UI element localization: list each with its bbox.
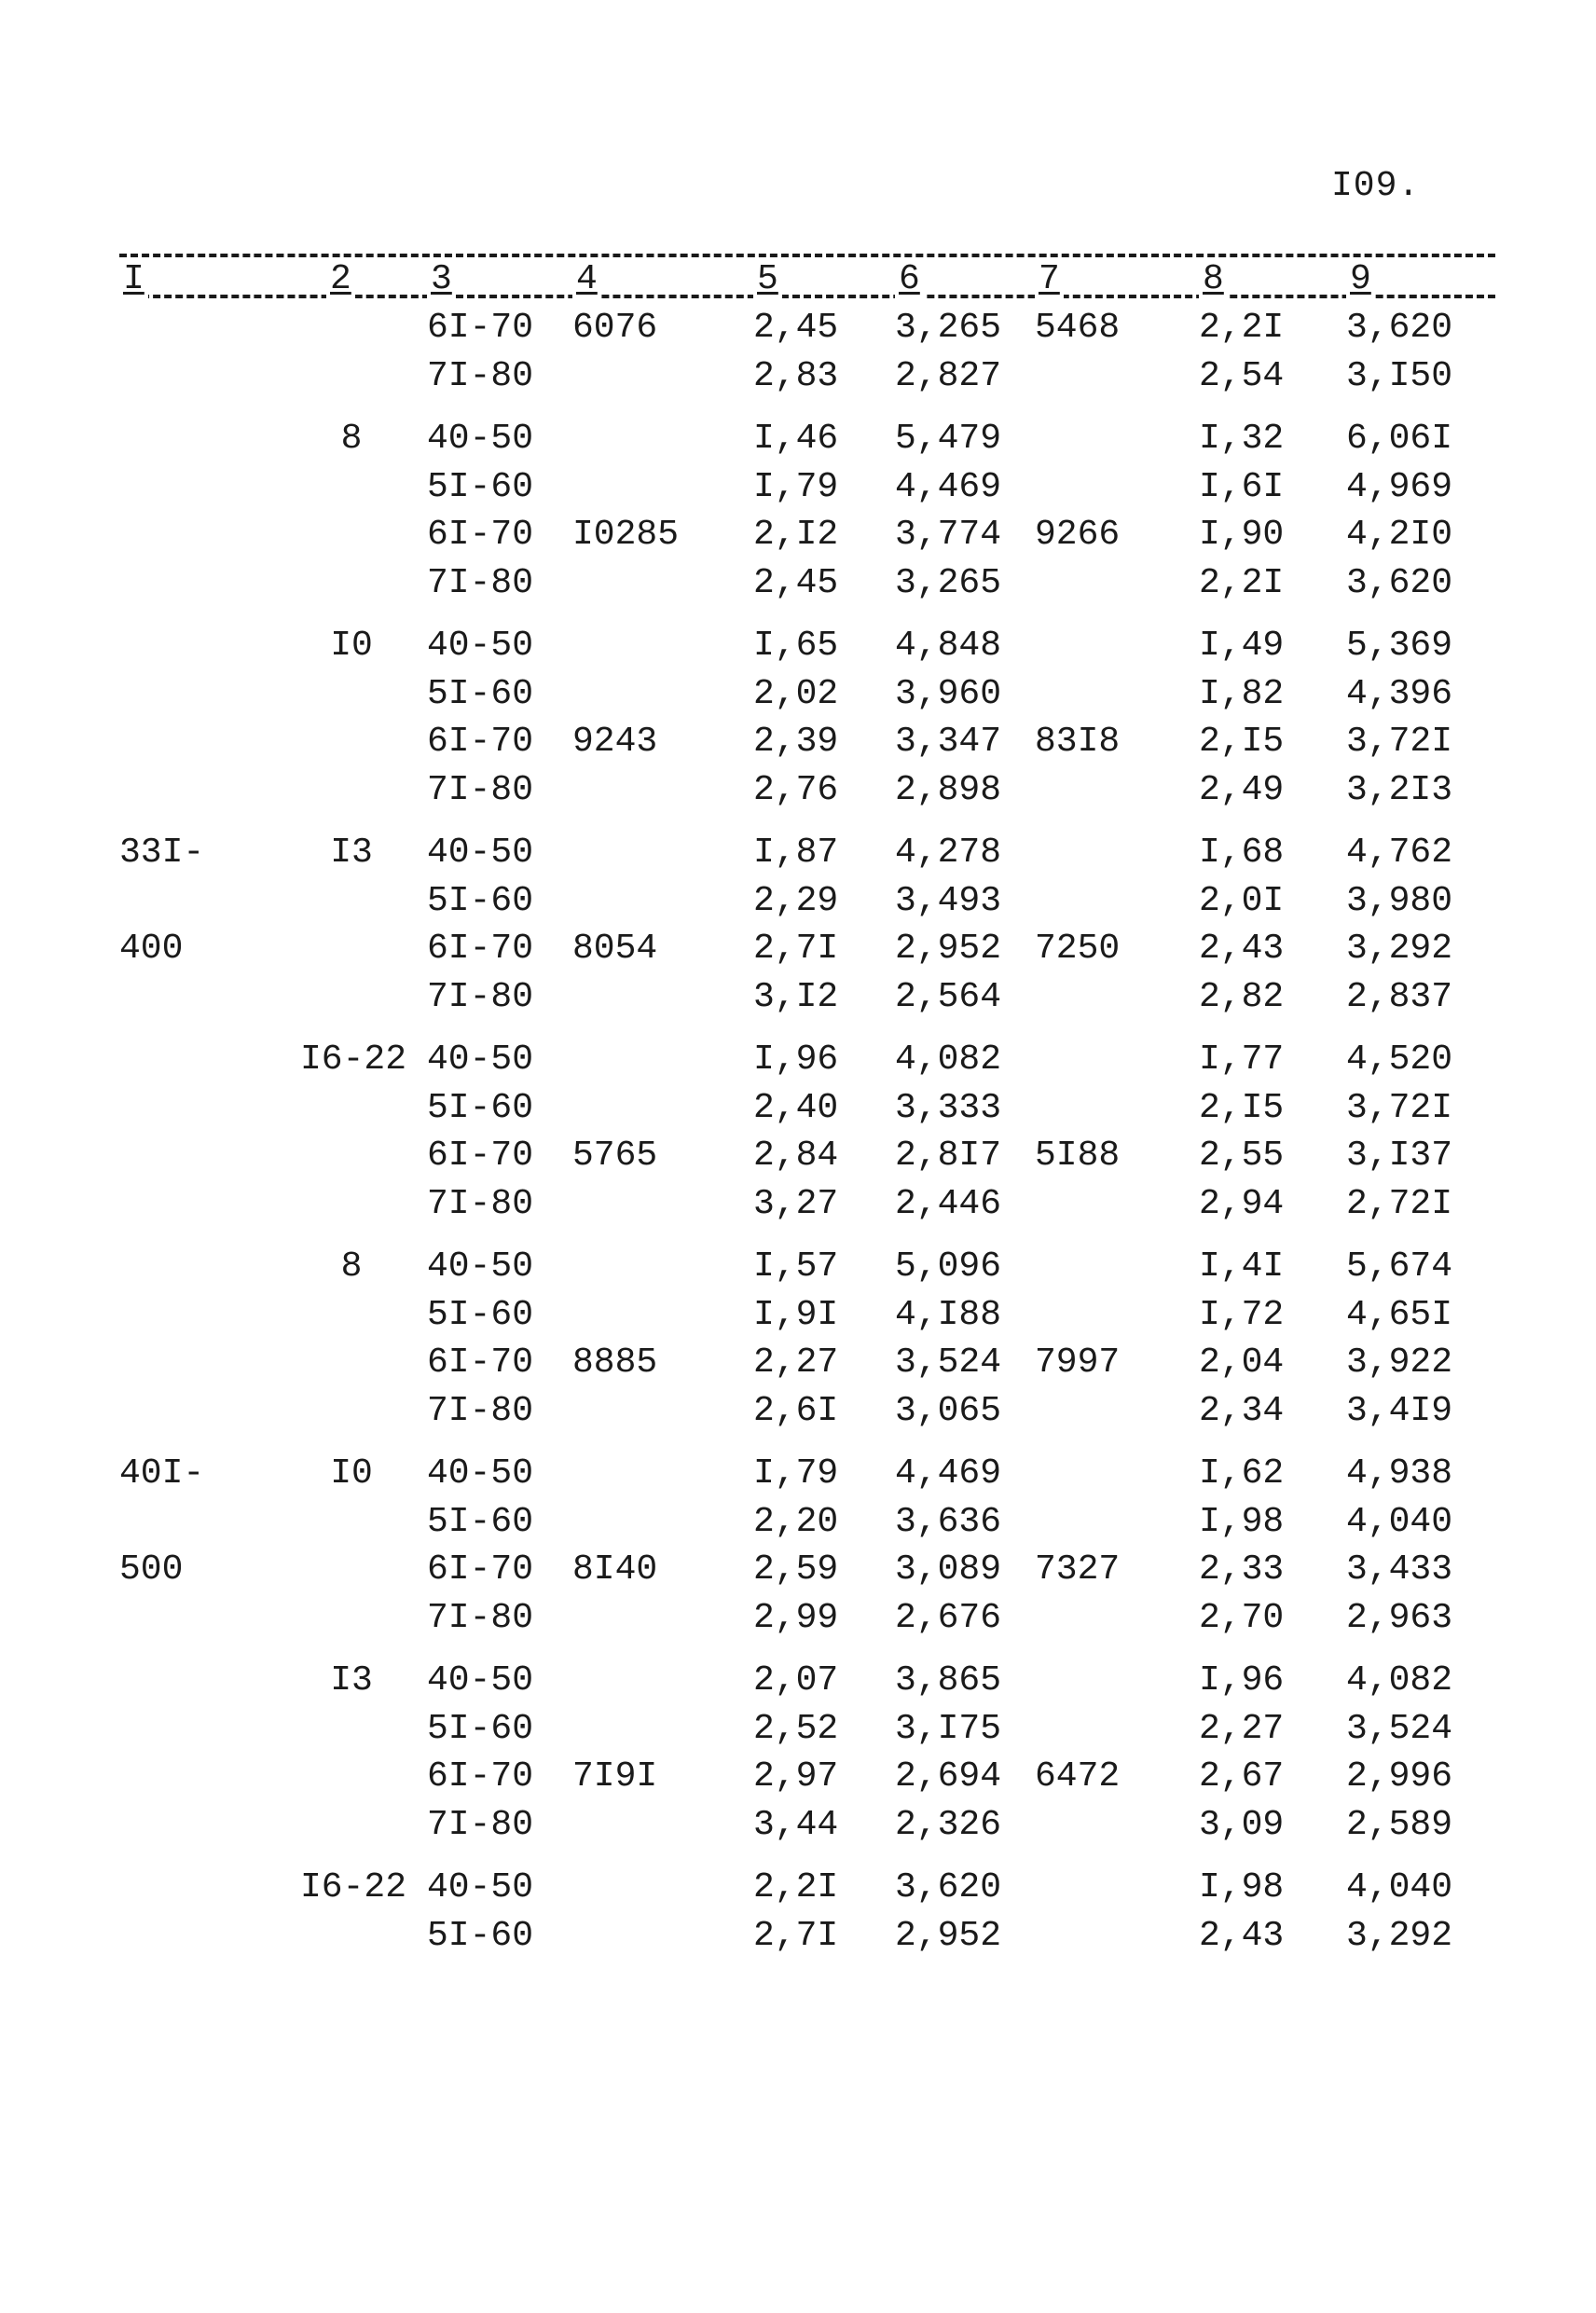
cell-col-4: 8054 [572,929,658,969]
cell-col-6: 2,952 [895,929,1002,969]
cell-col-5: 2,27 [753,1342,839,1383]
cell-col-8: I,32 [1199,419,1285,459]
cell-col-9: 5,674 [1346,1246,1453,1287]
cell-col-9: 4,938 [1346,1453,1453,1494]
table-row [0,770,1596,817]
cell-col-6: 3,524 [895,1342,1002,1383]
cell-col-3: 7I-80 [427,1183,534,1224]
table-row [0,1453,1596,1500]
cell-col-3: 7I-80 [427,769,534,810]
cell-col-7: 5468 [1035,308,1121,348]
cell-col-1: 500 [119,1549,184,1590]
table-row [0,1391,1596,1438]
cell-col-8: I,49 [1199,626,1285,666]
cell-col-6: 4,469 [895,466,1002,507]
cell-col-6: 2,827 [895,355,1002,396]
cell-col-9: 2,963 [1346,1597,1453,1638]
cell-col-6: 2,694 [895,1756,1002,1797]
cell-col-3: 5I-60 [427,1087,534,1128]
cell-col-5: 2,7I [753,929,839,969]
cell-col-8: 2,55 [1199,1136,1285,1176]
cell-col-5: I,79 [753,1453,839,1494]
cell-col-8: I,96 [1199,1660,1285,1700]
cell-col-9: 5,369 [1346,626,1453,666]
cell-col-5: I,87 [753,833,839,873]
cell-col-3: 7I-80 [427,1597,534,1638]
cell-col-8: 2,67 [1199,1756,1285,1797]
cell-col-9: 3,72I [1346,1087,1453,1128]
header-col-4: 4 [572,259,601,299]
cell-col-5: 2,76 [753,769,839,810]
table-header [0,259,1596,308]
cell-col-9: 4,65I [1346,1294,1453,1335]
cell-col-9: 3,620 [1346,308,1453,348]
cell-col-6: 2,564 [895,976,1002,1017]
cell-col-6: 4,I88 [895,1294,1002,1335]
table-row [0,833,1596,879]
cell-col-2: I6-22 [300,1039,407,1080]
cell-col-3: 6I-70 [427,1756,534,1797]
cell-col-4: 9243 [572,722,658,762]
cell-col-8: 2,27 [1199,1708,1285,1749]
cell-col-8: 2,49 [1199,769,1285,810]
cell-col-6: 3,065 [895,1390,1002,1431]
cell-col-5: 3,I2 [753,976,839,1017]
cell-col-5: 3,27 [753,1183,839,1224]
cell-col-8: 2,70 [1199,1597,1285,1638]
cell-col-9: 4,2I0 [1346,515,1453,555]
cell-col-8: I,6I [1199,466,1285,507]
cell-col-6: 3,333 [895,1087,1002,1128]
cell-col-6: 3,774 [895,515,1002,555]
cell-col-5: I,65 [753,626,839,666]
table-row [0,1709,1596,1755]
header-col-2: 2 [326,259,355,299]
cell-col-5: 2,29 [753,880,839,921]
cell-col-7: 7997 [1035,1342,1121,1383]
cell-col-2: 8 [340,419,363,459]
cell-col-7: 6472 [1035,1756,1121,1797]
cell-col-8: 2,34 [1199,1390,1285,1431]
cell-col-8: I,68 [1199,833,1285,873]
header-col-9: 9 [1346,259,1375,299]
cell-col-5: 2,07 [753,1660,839,1700]
cell-col-9: 3,620 [1346,562,1453,603]
page-number: I09. [1331,166,1421,206]
cell-col-5: 2,59 [753,1549,839,1590]
cell-col-8: 2,I5 [1199,722,1285,762]
cell-col-5: 2,40 [753,1087,839,1128]
header-col-1: I [119,259,148,299]
cell-col-9: 4,040 [1346,1501,1453,1542]
cell-col-3: 7I-80 [427,976,534,1017]
table-row [0,1184,1596,1231]
cell-col-3: 6I-70 [427,1342,534,1383]
cell-col-7: 7250 [1035,929,1121,969]
cell-col-9: 4,040 [1346,1867,1453,1907]
cell-col-3: 5I-60 [427,880,534,921]
table-row [0,1088,1596,1135]
table-row [0,1342,1596,1389]
cell-col-9: 6,06I [1346,419,1453,459]
table-row [0,419,1596,465]
cell-col-5: 2,52 [753,1708,839,1749]
header-col-8: 8 [1199,259,1228,299]
cell-col-8: I,4I [1199,1246,1285,1287]
cell-col-6: 4,848 [895,626,1002,666]
cell-col-6: 2,952 [895,1915,1002,1956]
cell-col-3: 7I-80 [427,562,534,603]
cell-col-6: 3,089 [895,1549,1002,1590]
cell-col-5: 2,83 [753,355,839,396]
cell-col-5: 3,44 [753,1804,839,1845]
cell-col-9: 2,589 [1346,1804,1453,1845]
table-row [0,1598,1596,1645]
cell-col-8: I,72 [1199,1294,1285,1335]
cell-col-8: 2,2I [1199,562,1285,603]
cell-col-5: I,79 [753,466,839,507]
cell-col-5: 2,I2 [753,515,839,555]
cell-col-6: 3,265 [895,562,1002,603]
cell-col-5: 2,45 [753,308,839,348]
table-row [0,467,1596,514]
cell-col-8: 2,94 [1199,1183,1285,1224]
cell-col-6: 4,082 [895,1039,1002,1080]
cell-col-3: 6I-70 [427,722,534,762]
cell-col-6: 5,479 [895,419,1002,459]
cell-col-2: I6-22 [300,1867,407,1907]
cell-col-9: 3,433 [1346,1549,1453,1590]
cell-col-9: 3,292 [1346,1915,1453,1956]
cell-col-9: 3,I37 [1346,1136,1453,1176]
cell-col-9: 4,762 [1346,833,1453,873]
cell-col-8: 2,2I [1199,308,1285,348]
cell-col-6: 4,469 [895,1453,1002,1494]
cell-col-6: 3,960 [895,673,1002,714]
table-row [0,515,1596,561]
cell-col-1: 33I- [119,833,205,873]
cell-col-1: 400 [119,929,184,969]
cell-col-1: 40I- [119,1453,205,1494]
cell-col-3: 40-50 [427,833,534,873]
cell-col-5: 2,84 [753,1136,839,1176]
cell-col-8: 2,04 [1199,1342,1285,1383]
cell-col-3: 7I-80 [427,355,534,396]
cell-col-6: 2,898 [895,769,1002,810]
cell-col-3: 40-50 [427,1246,534,1287]
cell-col-9: 4,396 [1346,673,1453,714]
cell-col-2: I3 [330,1660,373,1700]
cell-col-3: 5I-60 [427,466,534,507]
cell-col-9: 3,524 [1346,1708,1453,1749]
cell-col-3: 7I-80 [427,1804,534,1845]
cell-col-8: 2,0I [1199,880,1285,921]
top-dashed-rule [119,254,1495,257]
cell-col-9: 3,2I3 [1346,769,1453,810]
header-col-7: 7 [1035,259,1064,299]
cell-col-6: 2,326 [895,1804,1002,1845]
cell-col-9: 2,837 [1346,976,1453,1017]
cell-col-8: I,98 [1199,1501,1285,1542]
table-row [0,1756,1596,1803]
cell-col-4: 7I9I [572,1756,658,1797]
cell-col-3: 40-50 [427,1039,534,1080]
table-row [0,1039,1596,1086]
cell-col-9: 3,292 [1346,929,1453,969]
cell-col-3: 6I-70 [427,929,534,969]
cell-col-8: I,98 [1199,1867,1285,1907]
cell-col-9: 3,72I [1346,722,1453,762]
cell-col-6: 5,096 [895,1246,1002,1287]
table-row [0,1916,1596,1962]
cell-col-5: 2,45 [753,562,839,603]
cell-col-9: 3,922 [1346,1342,1453,1383]
cell-col-3: 5I-60 [427,1501,534,1542]
cell-col-3: 40-50 [427,419,534,459]
cell-col-6: 3,493 [895,880,1002,921]
table-row [0,308,1596,354]
table-row [0,929,1596,975]
cell-col-6: 2,676 [895,1597,1002,1638]
cell-col-8: 2,I5 [1199,1087,1285,1128]
table-row [0,626,1596,672]
cell-col-8: 2,82 [1199,976,1285,1017]
cell-col-3: 40-50 [427,1660,534,1700]
cell-col-9: 2,72I [1346,1183,1453,1224]
cell-col-5: 2,02 [753,673,839,714]
cell-col-4: 8I40 [572,1549,658,1590]
cell-col-2: I0 [330,1453,373,1494]
cell-col-6: 2,8I7 [895,1136,1002,1176]
cell-col-8: I,82 [1199,673,1285,714]
table-row [0,977,1596,1024]
cell-col-8: 2,54 [1199,355,1285,396]
table-row [0,1246,1596,1293]
cell-col-8: I,62 [1199,1453,1285,1494]
cell-col-6: 3,636 [895,1501,1002,1542]
table-row [0,1136,1596,1182]
header-col-6: 6 [895,259,924,299]
cell-col-3: 6I-70 [427,308,534,348]
cell-col-5: 2,7I [753,1915,839,1956]
cell-col-2: 8 [340,1246,363,1287]
table-row [0,674,1596,721]
table-row [0,722,1596,768]
cell-col-3: 5I-60 [427,1915,534,1956]
cell-col-5: 2,39 [753,722,839,762]
cell-col-5: I,57 [753,1246,839,1287]
cell-col-9: 4,969 [1346,466,1453,507]
cell-col-9: 3,4I9 [1346,1390,1453,1431]
cell-col-3: 40-50 [427,1453,534,1494]
cell-col-7: 83I8 [1035,722,1121,762]
table-row [0,1502,1596,1549]
cell-col-8: 2,43 [1199,929,1285,969]
cell-col-5: 2,6I [753,1390,839,1431]
cell-col-6: 4,278 [895,833,1002,873]
cell-col-3: 6I-70 [427,515,534,555]
cell-col-6: 3,265 [895,308,1002,348]
cell-col-8: I,90 [1199,515,1285,555]
cell-col-5: I,46 [753,419,839,459]
table-row [0,356,1596,403]
cell-col-9: 3,I50 [1346,355,1453,396]
cell-col-4: 8885 [572,1342,658,1383]
cell-col-3: 7I-80 [427,1390,534,1431]
table-row [0,1805,1596,1852]
table-row [0,1660,1596,1707]
cell-col-4: I0285 [572,515,680,555]
table-row [0,881,1596,928]
cell-col-6: 2,446 [895,1183,1002,1224]
cell-col-3: 5I-60 [427,673,534,714]
cell-col-6: 3,I75 [895,1708,1002,1749]
cell-col-5: 2,99 [753,1597,839,1638]
cell-col-4: 5765 [572,1136,658,1176]
header-col-3: 3 [427,259,456,299]
cell-col-7: 9266 [1035,515,1121,555]
cell-col-3: 5I-60 [427,1294,534,1335]
cell-col-5: 2,2I [753,1867,839,1907]
cell-col-5: 2,20 [753,1501,839,1542]
cell-col-7: 7327 [1035,1549,1121,1590]
table-row [0,563,1596,610]
cell-col-5: I,96 [753,1039,839,1080]
cell-col-2: I3 [330,833,373,873]
cell-col-5: 2,97 [753,1756,839,1797]
cell-col-9: 2,996 [1346,1756,1453,1797]
cell-col-8: I,77 [1199,1039,1285,1080]
cell-col-3: 40-50 [427,1867,534,1907]
cell-col-9: 4,082 [1346,1660,1453,1700]
cell-col-5: I,9I [753,1294,839,1335]
table-row [0,1867,1596,1914]
cell-col-6: 3,865 [895,1660,1002,1700]
cell-col-9: 3,980 [1346,880,1453,921]
cell-col-3: 6I-70 [427,1136,534,1176]
cell-col-8: 3,09 [1199,1804,1285,1845]
cell-col-9: 4,520 [1346,1039,1453,1080]
cell-col-3: 5I-60 [427,1708,534,1749]
table-row [0,1549,1596,1596]
cell-col-3: 6I-70 [427,1549,534,1590]
table-row [0,1295,1596,1342]
cell-col-7: 5I88 [1035,1136,1121,1176]
header-col-5: 5 [753,259,782,299]
cell-col-4: 6076 [572,308,658,348]
cell-col-6: 3,620 [895,1867,1002,1907]
cell-col-3: 40-50 [427,626,534,666]
cell-col-2: I0 [330,626,373,666]
cell-col-8: 2,43 [1199,1915,1285,1956]
cell-col-8: 2,33 [1199,1549,1285,1590]
cell-col-6: 3,347 [895,722,1002,762]
